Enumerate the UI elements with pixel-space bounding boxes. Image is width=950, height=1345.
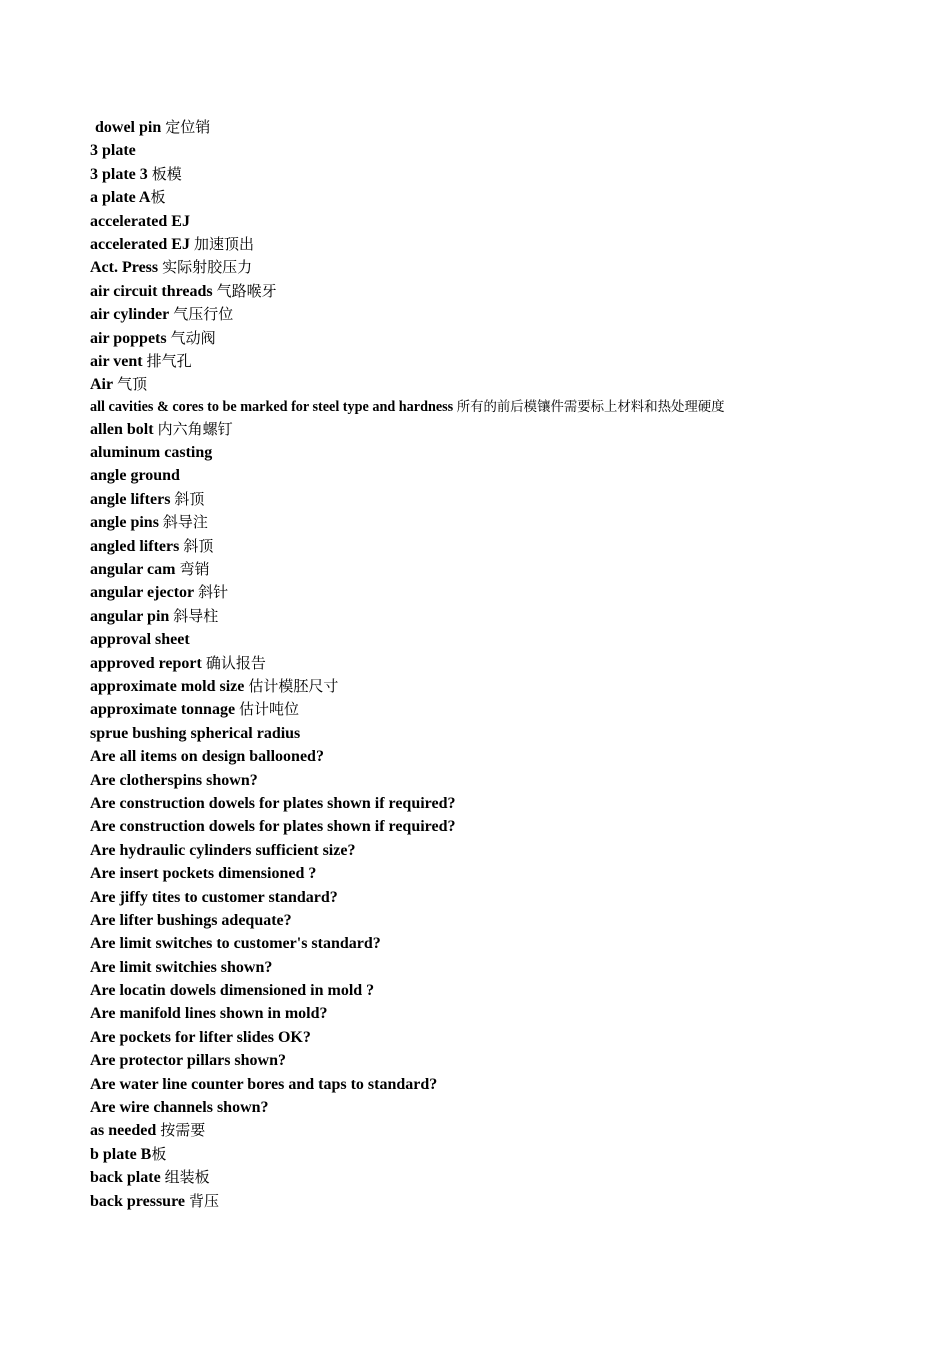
glossary-entry xyxy=(90,1073,930,1096)
entry-term: approved report xyxy=(90,654,202,672)
entry-term: dowel pin xyxy=(95,119,162,136)
entry-translation: 背压 xyxy=(188,1191,219,1210)
entry-translation: 气动阀 xyxy=(170,328,216,347)
entry-term: Act. Press xyxy=(90,259,159,277)
entry-translation: 所有的前后模镶件需要标上材料和热处理硬度 xyxy=(456,399,725,415)
glossary-entry xyxy=(90,280,930,303)
entry-term: Are water line counter bores and taps to standard? xyxy=(90,1075,438,1093)
glossary-entry xyxy=(90,675,930,698)
entry-term: accelerated EJ xyxy=(90,212,190,230)
entry-translation: 板 xyxy=(151,1144,167,1163)
entry-translation: 气路喉牙 xyxy=(216,281,277,300)
entry-term: Are hydraulic cylinders sufficient size? xyxy=(90,841,356,859)
glossary-list xyxy=(90,116,930,1213)
entry-translation: 定位销 xyxy=(165,118,211,136)
glossary-entry xyxy=(90,210,930,233)
glossary-entry xyxy=(90,139,930,162)
entry-term: Are locatin dowels dimensioned in mold ? xyxy=(90,982,375,1000)
glossary-entry xyxy=(90,769,930,792)
glossary-entry xyxy=(90,511,930,534)
entry-term: Are jiffy tites to customer standard? xyxy=(90,888,338,906)
entry-term: all cavities & cores to be marked for steel type and hardness xyxy=(90,398,454,415)
entry-translation: 斜导柱 xyxy=(173,606,219,625)
glossary-entry xyxy=(90,886,930,909)
entry-translation: 板 xyxy=(150,188,166,207)
entry-term: Are manifold lines shown in mold? xyxy=(90,1005,328,1023)
glossary-entry xyxy=(90,303,930,326)
glossary-entry xyxy=(90,1166,930,1189)
glossary-entry xyxy=(90,1002,930,1025)
entry-translation: 斜针 xyxy=(198,583,229,602)
entry-translation: 估计模胚尺寸 xyxy=(248,676,339,695)
entry-translation: 斜导注 xyxy=(162,513,208,532)
entry-term: angular pin xyxy=(90,607,170,625)
glossary-entry xyxy=(90,256,930,279)
entry-term: Are wire channels shown? xyxy=(90,1099,269,1117)
entry-term: approximate tonnage xyxy=(90,701,236,719)
glossary-entry xyxy=(90,652,930,675)
glossary-entry xyxy=(90,1049,930,1072)
entry-term: accelerated EJ xyxy=(90,235,190,253)
glossary-entry xyxy=(90,698,930,721)
glossary-entry xyxy=(90,792,930,815)
entry-term: Are limit switches to customer's standard? xyxy=(90,935,381,953)
glossary-entry xyxy=(90,628,930,651)
entry-translation: 气顶 xyxy=(117,375,148,394)
entry-translation: 斜顶 xyxy=(174,489,205,508)
entry-translation: 组装板 xyxy=(164,1168,210,1187)
glossary-entry xyxy=(90,605,930,628)
entry-term: Are clotherspins shown? xyxy=(90,771,258,789)
entry-term: angle lifters xyxy=(90,490,171,508)
entry-term: angular ejector xyxy=(90,584,195,602)
entry-term: 3 plate 3 xyxy=(90,165,148,183)
glossary-entry xyxy=(90,327,930,350)
entry-term: allen bolt xyxy=(90,420,154,438)
entry-term: Are lifter bushings adequate? xyxy=(90,911,292,929)
entry-term: 3 plate xyxy=(90,142,136,160)
entry-translation: 内六角螺钉 xyxy=(157,419,233,438)
entry-term: Are protector pillars shown? xyxy=(90,1052,286,1070)
glossary-entry xyxy=(90,397,930,418)
glossary-entry xyxy=(90,1096,930,1119)
glossary-entry xyxy=(90,839,930,862)
entry-term: back plate xyxy=(90,1169,161,1187)
glossary-entry xyxy=(90,488,930,511)
entry-term: a plate A xyxy=(90,189,151,207)
glossary-entry xyxy=(90,932,930,955)
glossary-entry xyxy=(90,1190,930,1213)
entry-term: air circuit threads xyxy=(90,282,213,300)
entry-term: Are construction dowels for plates shown if required? xyxy=(90,794,456,812)
glossary-entry xyxy=(90,350,930,373)
glossary-entry xyxy=(90,815,930,838)
glossary-entry xyxy=(90,1143,930,1166)
glossary-entry xyxy=(90,745,930,768)
entry-term: back pressure xyxy=(90,1192,185,1210)
glossary-entry xyxy=(90,956,930,979)
glossary-entry xyxy=(90,163,930,186)
glossary-entry xyxy=(90,909,930,932)
entry-translation: 估计吨位 xyxy=(239,700,300,719)
entry-term: Are insert pockets dimensioned ? xyxy=(90,865,317,883)
glossary-entry xyxy=(90,441,930,464)
entry-translation: 加速顶出 xyxy=(193,234,254,253)
entry-term: as needed xyxy=(90,1122,157,1140)
entry-translation: 排气孔 xyxy=(146,351,192,370)
entry-translation: 弯销 xyxy=(179,560,210,579)
glossary-entry xyxy=(90,373,930,396)
entry-term: angle pins xyxy=(90,514,159,532)
entry-term: Are pockets for lifter slides OK? xyxy=(90,1028,311,1046)
entry-term: b plate B xyxy=(90,1145,152,1163)
entry-term: angle ground xyxy=(90,467,180,485)
entry-term: angular cam xyxy=(90,561,176,579)
entry-term: Are all items on design ballooned? xyxy=(90,748,324,766)
entry-translation: 斜顶 xyxy=(183,536,214,555)
entry-term: angled lifters xyxy=(90,537,180,555)
entry-term: Are limit switchies shown? xyxy=(90,958,273,976)
glossary-entry xyxy=(90,581,930,604)
glossary-entry xyxy=(90,418,930,441)
entry-term: sprue bushing spherical radius xyxy=(90,724,301,742)
entry-translation: 气压行位 xyxy=(173,305,234,324)
entry-term: approximate mold size xyxy=(90,677,245,695)
glossary-entry xyxy=(90,722,930,745)
entry-translation: 按需要 xyxy=(160,1121,206,1140)
glossary-entry xyxy=(90,558,930,581)
glossary-entry xyxy=(90,186,930,209)
entry-term: air poppets xyxy=(90,329,167,347)
entry-translation: 实际射胶压力 xyxy=(162,258,253,277)
entry-translation: 确认报告 xyxy=(205,653,266,672)
glossary-entry xyxy=(90,233,930,256)
entry-term: air cylinder xyxy=(90,306,170,324)
entry-term: Air xyxy=(90,376,114,394)
glossary-entry xyxy=(90,862,930,885)
entry-term: approval sheet xyxy=(90,631,190,649)
entry-term: air vent xyxy=(90,352,143,370)
glossary-entry xyxy=(90,979,930,1002)
glossary-entry xyxy=(90,464,930,487)
glossary-entry xyxy=(90,1119,930,1142)
glossary-entry xyxy=(90,1026,930,1049)
entry-term: aluminum casting xyxy=(90,444,213,462)
glossary-entry xyxy=(90,535,930,558)
entry-translation: 板模 xyxy=(151,164,182,183)
glossary-entry xyxy=(90,116,930,139)
entry-term: Are construction dowels for plates shown if required? xyxy=(90,818,456,836)
